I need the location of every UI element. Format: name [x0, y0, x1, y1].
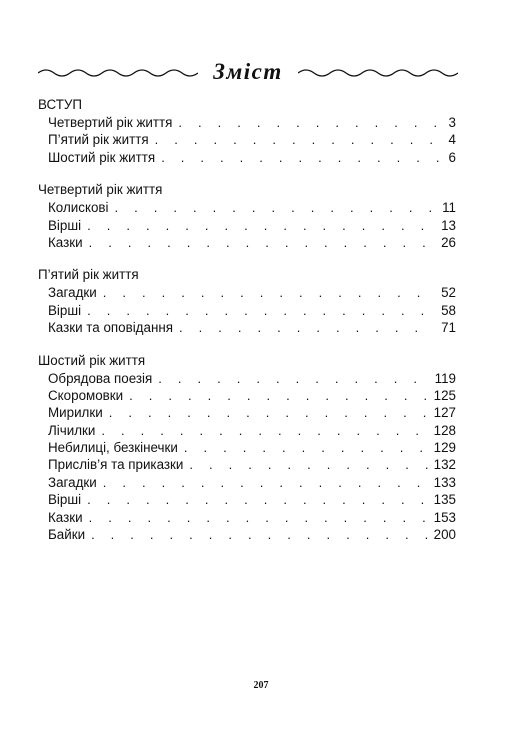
toc-entry-page: 132: [433, 457, 456, 473]
toc-entry-page: 127: [433, 405, 456, 421]
dot-leader: [87, 217, 435, 234]
toc-entry: [38, 149, 456, 166]
toc-entry-label: Небилиці, безкінечки: [48, 440, 178, 456]
toc-section-title: Шостий рік життя: [38, 352, 146, 368]
dot-leader: [115, 199, 437, 216]
toc-entry-label: Колискові: [48, 200, 109, 216]
toc-entry-page: 52: [441, 285, 456, 301]
toc-entry-page: 153: [433, 509, 456, 525]
toc-entry: [38, 474, 456, 491]
dot-leader: [129, 387, 428, 404]
toc-section: [38, 352, 456, 544]
dot-leader: [91, 526, 428, 543]
page-number: 207: [253, 680, 269, 691]
toc-entry-page: 11: [442, 200, 456, 216]
dot-leader: [109, 404, 428, 421]
toc-entry-page: 200: [433, 527, 456, 543]
toc-entry-label: П’ятий рік життя: [48, 132, 149, 148]
toc-entry: [38, 284, 456, 301]
toc-entry-label: Лічилки: [48, 422, 96, 438]
toc-entry-label: Четвертий рік життя: [48, 115, 173, 130]
toc-entry-page: 135: [433, 492, 456, 508]
toc-entry-page: 6: [448, 149, 456, 165]
toc-entry-page: 119: [434, 370, 456, 386]
toc-entry-label: Вірші: [48, 302, 82, 318]
dot-leader: [161, 149, 442, 166]
toc-entry-label: Обрядова поезія: [48, 370, 153, 386]
toc-entry: [38, 217, 456, 234]
dot-leader: [89, 234, 436, 251]
toc-entry: [38, 509, 456, 526]
dot-leader: [178, 114, 442, 131]
dot-leader: [87, 491, 428, 508]
toc-entry: [38, 114, 456, 131]
toc-entry-label: Загадки: [48, 285, 97, 301]
toc-entry-page: 71: [441, 320, 456, 336]
dot-leader: [101, 422, 427, 439]
toc-heading: [38, 58, 458, 86]
toc-entry-page: 125: [433, 387, 456, 403]
toc-entry-label: Мирилки: [48, 405, 103, 421]
dot-leader: [189, 456, 427, 473]
toc-section: [38, 266, 456, 336]
dot-leader: [103, 474, 428, 491]
table-of-contents: [38, 96, 456, 558]
dot-leader: [89, 509, 428, 526]
toc-entry: [38, 370, 456, 387]
toc-entry-page: 4: [448, 132, 456, 148]
toc-entry: [38, 319, 456, 336]
dot-leader: [184, 439, 428, 456]
toc-entry-page: 3: [448, 115, 456, 130]
wave-ornament-left: [38, 65, 198, 79]
toc-entry-page: 58: [441, 302, 456, 318]
toc-entry-label: Вірші: [48, 492, 82, 508]
toc-entry-label: Шостий рік життя: [48, 149, 156, 165]
toc-entry: [38, 234, 456, 251]
toc-entry: [38, 526, 456, 543]
toc-entry-label: Вірші: [48, 217, 82, 233]
toc-entry-page: 13: [441, 217, 456, 233]
toc-section-title: ВСТУП: [38, 97, 83, 112]
dot-leader: [179, 319, 435, 336]
toc-entry-label: Казки: [48, 234, 83, 250]
dot-leader: [158, 370, 428, 387]
toc-section-title: П’ятий рік життя: [38, 267, 139, 283]
toc-entry: [38, 302, 456, 319]
toc-entry-label: Казки: [48, 509, 83, 525]
dot-leader: [87, 302, 435, 319]
toc-entry-label: Байки: [48, 527, 86, 543]
toc-entry-label: Скоромовки: [48, 387, 124, 403]
toc-entry: [38, 491, 456, 508]
toc-section-title: Четвертий рік життя: [38, 182, 163, 198]
toc-entry-page: 26: [441, 234, 456, 250]
toc-entry-page: 129: [433, 440, 456, 456]
toc-entry: [38, 199, 456, 216]
toc-entry: [38, 131, 456, 148]
toc-entry-page: 128: [433, 422, 456, 438]
toc-entry-page: 133: [433, 474, 456, 490]
toc-entry: [38, 456, 456, 473]
dot-leader: [103, 284, 435, 301]
toc-entry-label: Прислів’я та приказки: [48, 457, 184, 473]
toc-entry-label: Загадки: [48, 474, 97, 490]
toc-entry: [38, 387, 456, 404]
toc-section: [38, 181, 456, 251]
toc-entry: [38, 422, 456, 439]
dot-leader: [155, 131, 443, 148]
toc-section: [38, 96, 456, 166]
toc-entry: [38, 404, 456, 421]
page-title: Зміст: [213, 59, 283, 84]
wave-ornament-right: [298, 65, 458, 79]
toc-entry-label: Казки та оповідання: [48, 320, 173, 336]
toc-entry: [38, 439, 456, 456]
